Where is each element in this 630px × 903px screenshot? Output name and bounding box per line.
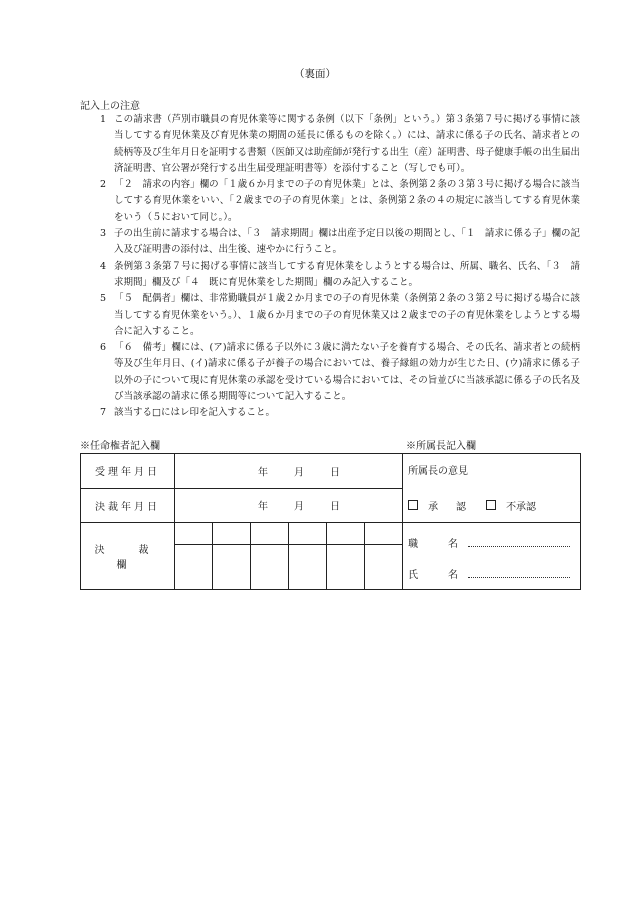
- chief-signature-cell: [403, 523, 581, 590]
- note-text: 「２ 請求の内容」欄の「１歳６か月までの子の育児休業」とは、条例第２条の３第３号に掲げる場合に該当してする育児休業をいい、「２歳までの子の育児休業」とは、条例第２条の４の規定に該当してする育児休業をいう（５において同じ。）。: [114, 179, 580, 223]
- note-text: 「５ 配偶者」欄は、非常勤職員が１歳２か月までの子の育児休業（条例第２条の３第２号に掲げる場合に該当してする育児休業をいう。）、１歳６か月までの子の育児休業又は２歳までの子の育児休業をしようとする場合に記入すること。: [114, 293, 580, 337]
- stamp-box[interactable]: [327, 545, 365, 590]
- name-input[interactable]: [468, 576, 570, 578]
- note-number: 5: [99, 293, 106, 305]
- chief-section-label: ※所属長記入欄: [406, 441, 476, 452]
- note-item: [80, 177, 580, 226]
- note-text: 該当する□にはレ印を記入すること。: [114, 407, 275, 419]
- decided-month-label: 月: [294, 501, 304, 513]
- chief-opinion-cell: [403, 454, 581, 523]
- received-day-label: 日: [330, 467, 340, 479]
- approve-label: 承 認: [428, 501, 471, 513]
- decided-date-field[interactable]: [175, 488, 403, 523]
- stamp-box[interactable]: [365, 545, 403, 590]
- received-year-label: 年: [258, 467, 268, 479]
- stamp-header-cell: [365, 523, 403, 545]
- note-number: 3: [99, 228, 106, 240]
- note-item: [80, 405, 580, 421]
- approval-stamp-label: 決 裁 欄: [81, 523, 175, 590]
- stamp-box[interactable]: [289, 545, 327, 590]
- stamp-header-cell: [213, 523, 251, 545]
- name-label: 氏 名: [408, 570, 469, 581]
- note-number: 7: [99, 407, 106, 419]
- disapprove-label: 不承認: [506, 501, 537, 513]
- disapprove-checkbox[interactable]: [486, 500, 496, 510]
- note-text: 子の出生前に請求する場合は、「３ 請求期間」欄は出産予定日以後の期間とし、「１ 請求に係る子」欄の記入及び証明書の添付は、出生後、速やかに行うこと。: [114, 228, 580, 256]
- stamp-header-cell: [289, 523, 327, 545]
- note-number: 6: [99, 342, 106, 354]
- appointer-section-label: ※任命権者記入欄: [80, 441, 160, 452]
- note-text: この請求書（芦別市職員の育児休業等に関する条例（以下「条例」という。）第３条第７号に掲げる事情に該当してする育児休業及び育児休業の期間の延長に係るものを除く。）には、請求に係る子の氏名、請求者との続柄等及び生年月日を証明する書類（医師又は助産師が発行する出生（産）証明書、母子健康手帳の出生届出済証明書、官公署が発行する出生届受理証明書等）を添付すること（写しでも可）。: [114, 114, 580, 174]
- received-date-field[interactable]: [175, 454, 403, 489]
- post-input[interactable]: [468, 545, 570, 547]
- page-title: （裏面）: [294, 68, 336, 80]
- note-item: [80, 291, 580, 340]
- received-date-label: 受理年月日: [81, 454, 175, 489]
- chief-opinion-label: 所属長の意見: [408, 466, 469, 477]
- decided-year-label: 年: [258, 501, 268, 513]
- stamp-box[interactable]: [213, 545, 251, 590]
- note-number: 2: [99, 179, 106, 191]
- stamp-box[interactable]: [251, 545, 289, 590]
- decided-day-label: 日: [330, 501, 340, 513]
- approval-form-table: [80, 453, 581, 590]
- decided-date-label: 決裁年月日: [81, 488, 175, 523]
- stamp-header-cell: [251, 523, 289, 545]
- note-item: [80, 226, 580, 259]
- received-month-label: 月: [294, 467, 304, 479]
- notes-list: [80, 112, 580, 422]
- note-item: [80, 259, 580, 292]
- note-number: 4: [99, 260, 106, 272]
- note-text: 条例第３条第７号に掲げる事情に該当してする育児休業をしようとする場合は、所属、職名、氏名、「３ 請求期間」欄及び「４ 既に育児休業をした期間」欄のみ記入すること。: [114, 260, 580, 288]
- post-label: 職 名: [408, 539, 469, 550]
- note-number: 1: [99, 114, 106, 125]
- stamp-header-cell: [327, 523, 365, 545]
- notes-heading: 記入上の注意: [80, 101, 140, 112]
- note-item: [80, 340, 580, 405]
- note-item: [80, 112, 580, 177]
- stamp-header-cell: [175, 523, 213, 545]
- note-text: 「６ 備考」欄には、(ア)請求に係る子以外に３歳に満たない子を養育する場合、その氏名、請求者との続柄等及び生年月日、(イ)請求に係る子が養子の場合においては、養子縁組の効力が生じた日、(ウ)請求に係る子以外の子について現に育児休業の承認を受けている場合においては、その旨並びに当該承認に係る子の氏名及び当該承認の請求に係る期間等について記入すること。: [114, 342, 580, 403]
- approve-checkbox[interactable]: [408, 500, 418, 510]
